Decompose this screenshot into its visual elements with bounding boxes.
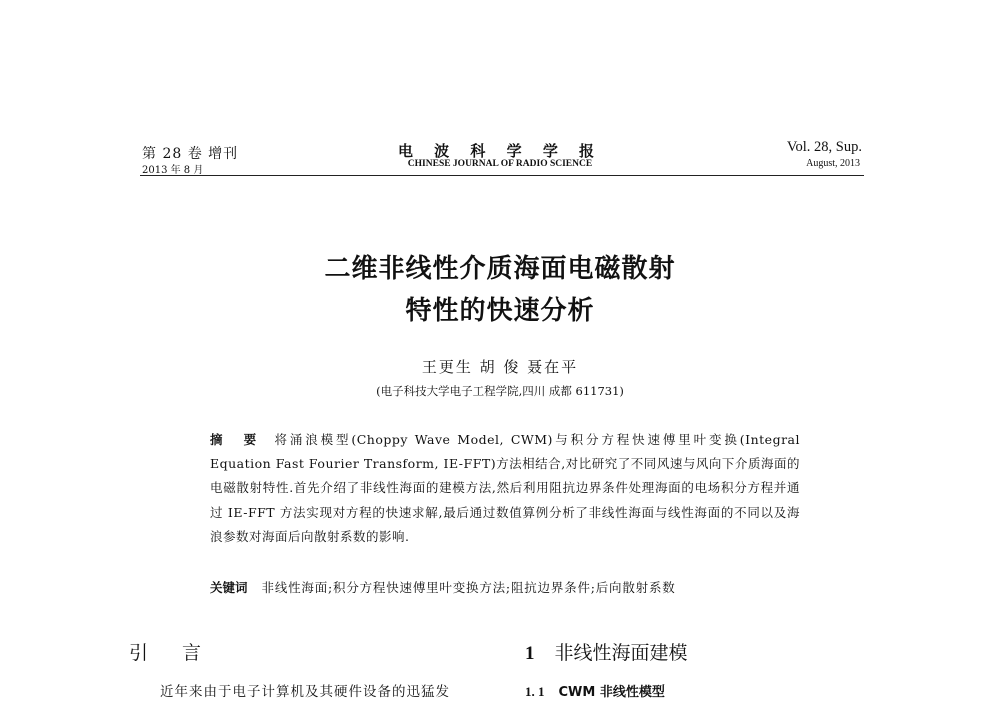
abstract <box>210 428 800 549</box>
date-en: August, 2013 <box>806 158 860 169</box>
section-1-title: 非线性海面建模 <box>554 642 688 664</box>
date-cn: 2013 年 8 月 <box>142 165 204 176</box>
affiliation: (电子科技大学电子工程学院,四川 成都 611731) <box>376 384 624 398</box>
keywords-text: 非线性海面;积分方程快速傅里叶变换方法;阻抗边界条件;后向散射系数 <box>261 580 676 595</box>
subsection-number: 1. 1 <box>525 684 545 699</box>
volume-issue-en: Vol. 28, Sup. <box>786 139 862 155</box>
volume-issue-cn: 第 28 卷 增刊 <box>142 146 239 162</box>
keywords <box>210 578 800 596</box>
title-line-2: 特性的快速分析 <box>405 296 595 326</box>
journal-name-cn: 电 波 科 学 学 报 <box>397 142 603 160</box>
paper-title <box>200 248 800 332</box>
title-line-1: 二维非线性介质海面电磁散射 <box>324 254 676 284</box>
journal-name-en: CHINESE JOURNAL OF RADIO SCIENCE <box>407 159 593 169</box>
section-1-number: 1 <box>525 643 535 664</box>
keywords-label: 关键词 <box>210 580 248 595</box>
abstract-label: 摘 要 <box>210 432 265 447</box>
section-1-heading <box>525 638 688 665</box>
authors: 王更生 胡 俊 聂在平 <box>421 358 579 376</box>
abstract-text: 将涌浪模型(Choppy Wave Model, CWM)与积分方程快速傅里叶变换(Integral Equation Fast Fourier Transform, IE-FFT)方法相结合,对比研究了不同风速与风向下介质海面的电磁散射特性.首先介绍了非线性海面的建模方法,然后利用阻抗边界条件处理海面的电场积分方程并通过 IE-FFT 方法实现对方程的快速求解,最后通过数值算例分析了非线性海面与线性海面的不同以及海浪参数对海面后向散射系数的影响. <box>210 432 800 544</box>
intro-heading: 引 言 <box>129 642 216 664</box>
header-rule <box>140 175 864 176</box>
subsection-heading <box>525 681 665 700</box>
intro-paragraph-line: 近年来由于电子计算机及其硬件设备的迅猛发 <box>160 684 450 700</box>
subsection-title: CWM 非线性模型 <box>558 685 665 700</box>
